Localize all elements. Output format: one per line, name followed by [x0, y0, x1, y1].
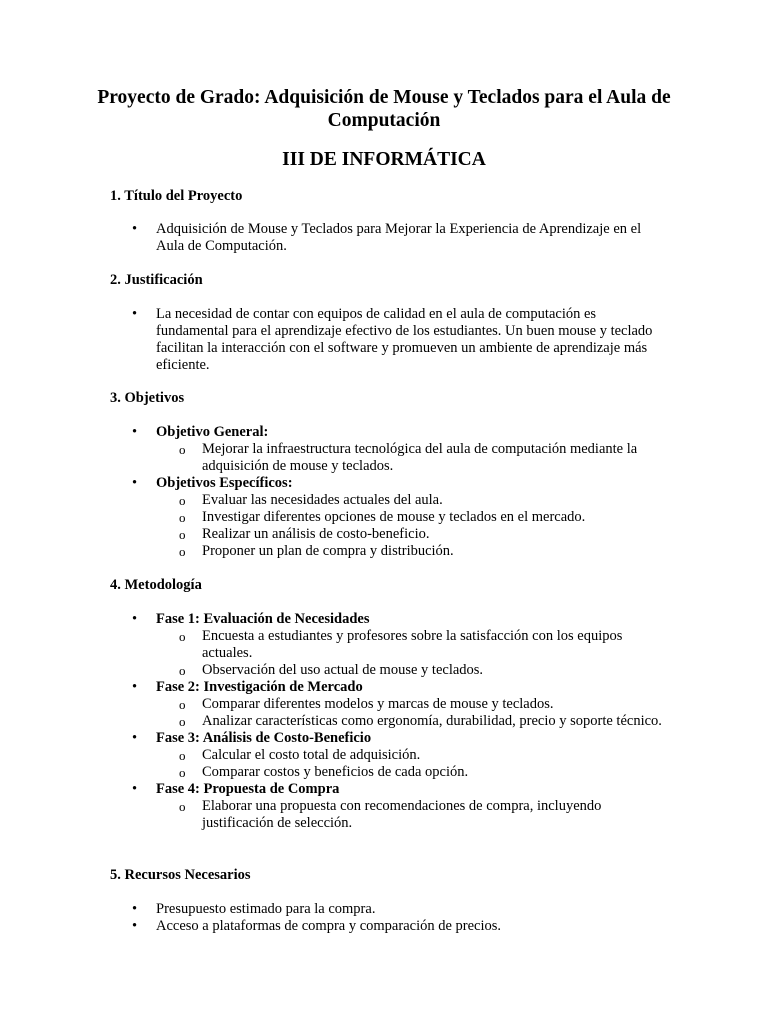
sublist-item: o Encuesta a estudiantes y profesores sobre la satisfacción con los equipos actuales. — [110, 628, 670, 662]
sublist-item: o Calcular el costo total de adquisición. — [110, 747, 670, 764]
list-item — [110, 611, 670, 679]
sublist-item: o Investigar diferentes opciones de mouse y teclados en el mercado. — [110, 509, 670, 526]
list-item: • La necesidad de contar con equipos de calidad en el aula de computación es fundamental para el aprendizaje efectivo de los estudiantes. Un buen mouse y teclado facilitan la interacción con el software y promueven un ambiente de aprendizaje más eficiente. — [110, 306, 670, 374]
section-list-justificacion — [110, 306, 670, 374]
sublist — [156, 628, 670, 679]
section-list-objetivos — [110, 424, 670, 560]
phase-label: Fase 1: Evaluación de Necesidades — [156, 611, 370, 627]
list-item — [110, 424, 670, 475]
objective-label: Objetivos Específicos: — [156, 475, 293, 491]
sublist — [156, 441, 670, 475]
section-list-recursos — [110, 901, 670, 935]
list-item — [110, 781, 670, 832]
sublist — [156, 696, 670, 730]
sublist-item: o Analizar características como ergonomía, durabilidad, precio y soporte técnico. — [110, 713, 670, 730]
sublist — [156, 492, 670, 560]
list-item: • Acceso a plataformas de compra y comparación de precios. — [110, 918, 670, 935]
phase-label: Fase 2: Investigación de Mercado — [156, 679, 363, 695]
list-item — [110, 475, 670, 560]
sublist-item: o Evaluar las necesidades actuales del aula. — [110, 492, 670, 509]
sublist-item: o Comparar costos y beneficios de cada opción. — [110, 764, 670, 781]
sublist-item: o Comparar diferentes modelos y marcas de mouse y teclados. — [110, 696, 670, 713]
list-item — [110, 730, 670, 781]
section-heading-recursos: 5. Recursos Necesarios — [110, 867, 251, 883]
list-item — [110, 679, 670, 730]
section-heading-metodologia: 4. Metodología — [110, 577, 202, 593]
sublist — [156, 747, 670, 781]
sublist-item: o Mejorar la infraestructura tecnológica del aula de computación mediante la adquisición de mouse y teclados. — [110, 441, 670, 475]
list-item: • Presupuesto estimado para la compra. — [110, 901, 670, 918]
list-item: • Adquisición de Mouse y Teclados para Mejorar la Experiencia de Aprendizaje en el Aula de Computación. — [110, 221, 670, 255]
phase-label: Fase 4: Propuesta de Compra — [156, 781, 340, 797]
section-heading-justificacion: 2. Justificación — [110, 272, 203, 288]
section-heading-objetivos: 3. Objetivos — [110, 390, 185, 406]
section-heading-titulo: 1. Título del Proyecto — [110, 188, 243, 204]
sublist — [156, 798, 670, 832]
section-list-titulo — [110, 221, 670, 255]
sublist-item: o Observación del uso actual de mouse y teclados. — [110, 662, 670, 679]
phase-label: Fase 3: Análisis de Costo-Beneficio — [156, 730, 372, 746]
objective-label: Objetivo General: — [156, 424, 269, 440]
sublist-item: o Realizar un análisis de costo-beneficio. — [110, 526, 670, 543]
document-subtitle: III DE INFORMÁTICA — [282, 149, 486, 170]
section-list-metodologia — [110, 611, 670, 832]
sublist-item: o Proponer un plan de compra y distribución. — [110, 543, 670, 560]
document-title: Proyecto de Grado: Adquisición de Mouse y Teclados para el Aula de Computación — [97, 87, 671, 131]
sublist-item: o Elaborar una propuesta con recomendaciones de compra, incluyendo justificación de selección. — [110, 798, 670, 832]
